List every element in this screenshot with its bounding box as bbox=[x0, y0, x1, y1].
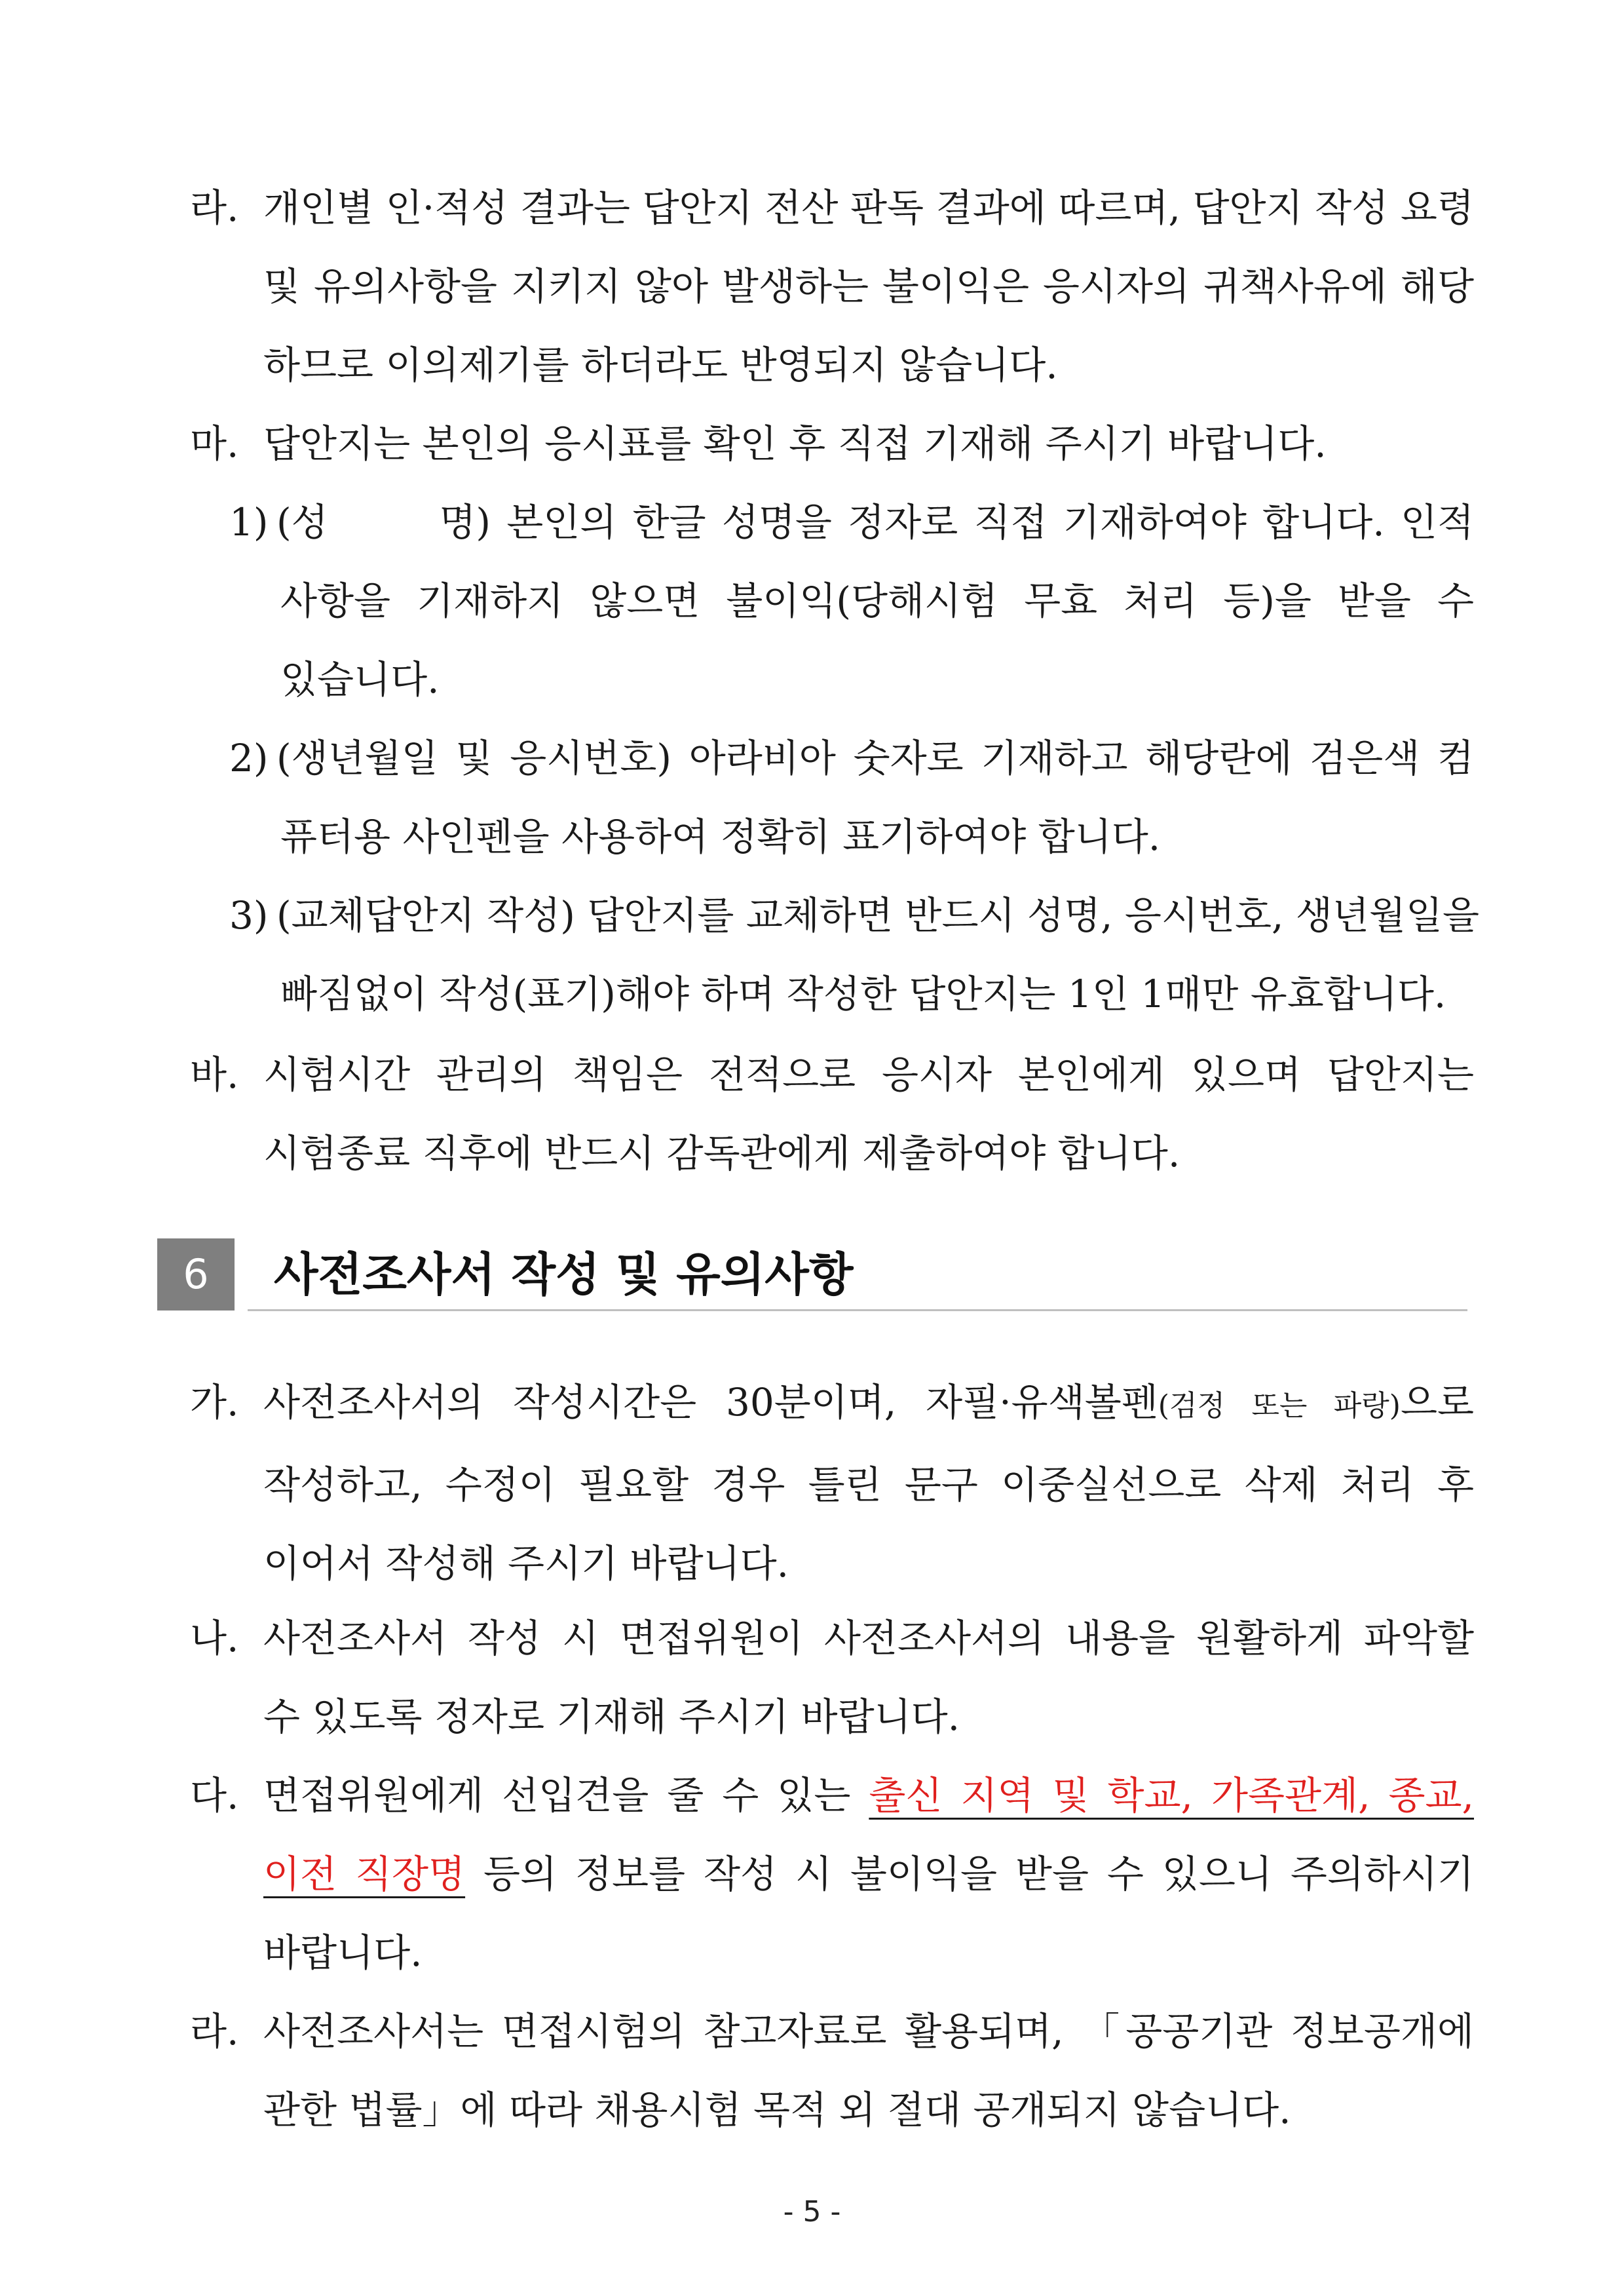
item-line: 답안지는 본인의 응시표를 확인 후 직접 기재해 주시기 바랍니다. bbox=[263, 421, 1327, 466]
subitem-line: (교체답안지 작성) 답안지를 교체하면 반드시 성명, 응시번호, 생년월일을 bbox=[276, 893, 1479, 938]
item-da bbox=[190, 1756, 1474, 1992]
item-ma bbox=[190, 404, 1474, 483]
item-line bbox=[190, 1756, 1474, 1835]
subitem-1 bbox=[229, 483, 1474, 719]
text-segment: 으로 bbox=[1400, 1380, 1474, 1425]
section-divider bbox=[248, 1309, 1467, 1311]
item-label: 마. bbox=[190, 421, 239, 466]
item-line: 시험시간 관리의 책임은 전적으로 응시자 본인에게 있으며 답안지는 bbox=[263, 1052, 1474, 1097]
subitem-line: 퓨터용 사인펜을 사용하여 정확히 표기하여야 합니다. bbox=[280, 814, 1161, 859]
text-segment: 면접위원에게 선입견을 줄 수 있는 bbox=[263, 1773, 869, 1818]
item-line bbox=[190, 1363, 1474, 1445]
item-ra-1 bbox=[190, 168, 1474, 404]
item-ra-2 bbox=[190, 1992, 1474, 2149]
item-line: 개인별 인·적성 결과는 답안지 전산 판독 결과에 따르며, 답안지 작성 요령 bbox=[263, 185, 1474, 230]
item-line: 하므로 이의제기를 하더라도 반영되지 않습니다. bbox=[263, 343, 1058, 387]
item-line: 사전조사서는 면접시험의 참고자료로 활용되며, 「공공기관 정보공개에 bbox=[263, 2009, 1474, 2054]
subitem-3 bbox=[229, 876, 1479, 1033]
item-label: 나. bbox=[190, 1616, 239, 1660]
subitem-label: 2) bbox=[229, 736, 269, 780]
subitem-label: 1) bbox=[229, 500, 269, 545]
item-ga bbox=[190, 1363, 1474, 1603]
section-header bbox=[157, 1238, 1467, 1311]
subitem-label: 3) bbox=[229, 893, 269, 938]
highlighted-text: 이전 직장명 bbox=[263, 1852, 466, 1896]
subitem-line: 있습니다. bbox=[280, 657, 440, 702]
subitem-line: 사항을 기재하지 않으면 불이익(당해시험 무효 처리 등)을 받을 수 bbox=[280, 579, 1474, 623]
subitem-2 bbox=[229, 719, 1474, 876]
item-line: 수 있도록 정자로 기재해 주시기 바랍니다. bbox=[263, 1694, 960, 1739]
section-title: 사전조사서 작성 및 유의사항 bbox=[274, 1248, 854, 1301]
subitem-line: 빠짐없이 작성(표기)해야 하며 작성한 답안지는 1인 1매만 유효합니다. bbox=[280, 972, 1446, 1016]
subitem-line: (생년월일 및 응시번호) 아라비아 숫자로 기재하고 해당란에 검은색 컴 bbox=[276, 736, 1474, 780]
item-line: 작성하고, 수정이 필요할 경우 틀린 문구 이중실선으로 삭제 처리 후 bbox=[263, 1463, 1474, 1507]
item-ba bbox=[190, 1035, 1474, 1193]
text-segment: 사전조사서의 작성시간은 30분이며, 자필·유색볼펜 bbox=[263, 1380, 1158, 1425]
item-label: 라. bbox=[190, 2009, 239, 2054]
item-label: 가. bbox=[190, 1380, 239, 1425]
text-segment: 등의 정보를 작성 시 불이익을 받을 수 있으니 주의하시기 bbox=[465, 1852, 1474, 1896]
section-number: 6 bbox=[157, 1238, 235, 1311]
highlighted-text: 출신 지역 및 학교, 가족관계, 종교, bbox=[869, 1773, 1474, 1818]
item-line: 관한 법률」에 따라 채용시험 목적 외 절대 공개되지 않습니다. bbox=[263, 2088, 1291, 2132]
item-line: 이어서 작성해 주시기 바랍니다. bbox=[263, 1541, 789, 1586]
item-label: 라. bbox=[190, 185, 239, 230]
item-line: 사전조사서 작성 시 면접위원이 사전조사서의 내용을 원활하게 파악할 bbox=[263, 1616, 1474, 1660]
page-number: - 5 - bbox=[783, 2195, 841, 2229]
item-line: 및 유의사항을 지키지 않아 발생하는 불이익은 응시자의 귀책사유에 해당 bbox=[263, 264, 1474, 309]
item-label: 다. bbox=[190, 1773, 239, 1818]
item-line: 시험종료 직후에 반드시 감독관에게 제출하여야 합니다. bbox=[263, 1131, 1180, 1176]
item-line: 바랍니다. bbox=[263, 1930, 423, 1975]
item-line bbox=[190, 1835, 1474, 1913]
text-segment-small: (검정 또는 파랑) bbox=[1158, 1389, 1401, 1423]
item-label: 바. bbox=[190, 1052, 239, 1097]
subitem-line: (성 명) 본인의 한글 성명을 정자로 직접 기재하여야 합니다. 인적 bbox=[276, 500, 1474, 545]
item-na bbox=[190, 1599, 1474, 1756]
